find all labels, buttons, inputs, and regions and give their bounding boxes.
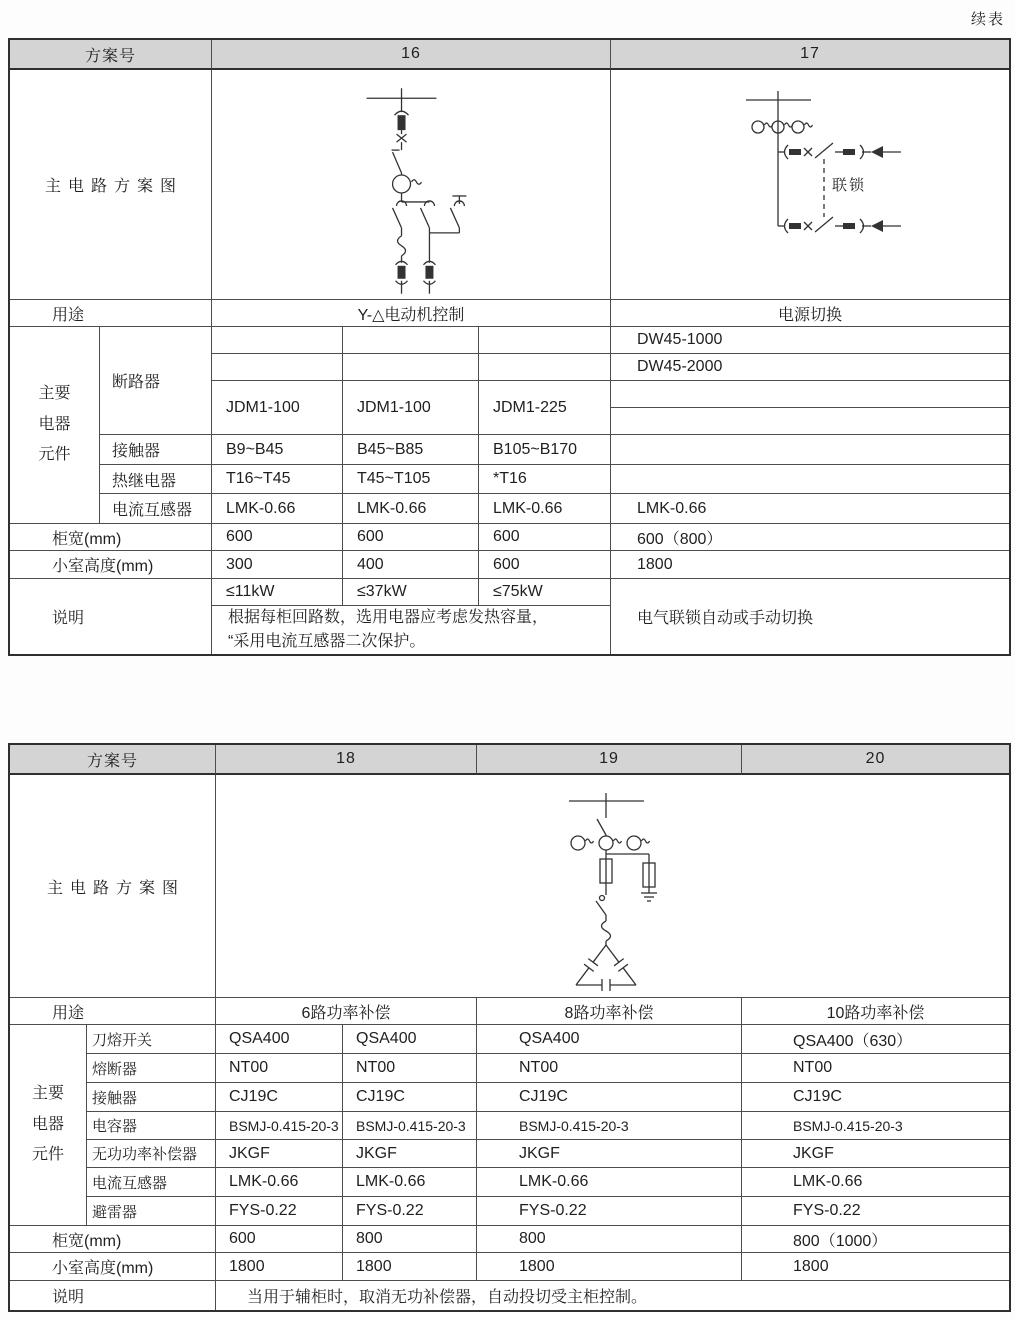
t1-note-16: [212, 606, 611, 654]
t2-usage-18: 6路功率补偿: [216, 998, 477, 1025]
t1-scheme17-diagram-cell: [611, 70, 1009, 300]
t1-scheme-no-header: 方案号: [10, 40, 212, 70]
scheme-17-circuit-diagram: [611, 70, 1009, 300]
t2-row3-v1: BSMJ-0.415-20-3: [216, 1112, 343, 1140]
t2-row1-v3: NT00: [477, 1054, 742, 1083]
t1-kw-1: ≤11kW: [212, 579, 343, 606]
t1-height-v1: 300: [212, 551, 343, 579]
t2-width-v4: 800（1000）: [742, 1226, 1009, 1253]
t2-row0-v4: QSA400（630）: [742, 1025, 1009, 1054]
t1-breaker-jdm-2: JDM1-100: [343, 381, 479, 435]
t2-row6-v1: FYS-0.22: [216, 1197, 343, 1226]
t2-width-v3: 800: [477, 1226, 742, 1253]
t2-row6-v4: FYS-0.22: [742, 1197, 1009, 1226]
t2-row1-v4: NT00: [742, 1054, 1009, 1083]
t2-height-v4: 1800: [742, 1253, 1009, 1281]
t2-row4-v2: JKGF: [343, 1140, 477, 1168]
t2-row6-v2: FYS-0.22: [343, 1197, 477, 1226]
t2-reactive-compensator-label: 无功功率补偿器: [87, 1140, 216, 1168]
empty-cell: [611, 381, 1009, 408]
interlock-label: 联锁: [832, 177, 867, 194]
t1-thermal-relay-label: 热继电器: [100, 465, 212, 494]
t1-header-scheme-17: 17: [611, 40, 1009, 70]
t1-main-circuit-diagram-label: 主电路方案图: [10, 70, 212, 300]
t2-diagram-cell: [216, 775, 1009, 998]
t1-cabinet-width-label: 柜宽(mm): [10, 524, 212, 551]
table-schemes-18-19-20: [8, 743, 1011, 1312]
t2-width-v1: 600: [216, 1226, 343, 1253]
note-line: 根据每柜回路数，选用电器应考虑发热容量，: [228, 609, 549, 626]
t2-cell-height-label: 小室高度(mm): [10, 1253, 216, 1281]
empty-cell: [212, 354, 343, 381]
t2-row2-v3: CJ19C: [477, 1083, 742, 1112]
t1-ct-label: 电流互感器: [100, 494, 212, 524]
continued-table-label: 续表: [970, 11, 1005, 28]
t1-contactor-label: 接触器: [100, 435, 212, 465]
t2-row5-v2: LMK-0.66: [343, 1168, 477, 1197]
empty-cell: [212, 327, 343, 354]
t2-knife-fuse-switch-label: 刀熔开关: [87, 1025, 216, 1054]
t2-row3-v3: BSMJ-0.415-20-3: [477, 1112, 742, 1140]
t2-row3-v2: BSMJ-0.415-20-3: [343, 1112, 477, 1140]
empty-cell: [611, 435, 1009, 465]
t1-breaker-dw45-1000: DW45-1000: [611, 327, 1009, 354]
t1-thermal-v2: T45~T105: [343, 465, 479, 494]
t2-row4-v4: JKGF: [742, 1140, 1009, 1168]
t2-height-v1: 1800: [216, 1253, 343, 1281]
t1-width-v1: 600: [212, 524, 343, 551]
t1-scheme16-diagram-cell: [212, 70, 611, 300]
t2-main-components-group-label: [10, 1025, 87, 1226]
t2-row0-v3: QSA400: [477, 1025, 742, 1054]
t1-thermal-v1: T16~T45: [212, 465, 343, 494]
t2-row1-v2: NT00: [343, 1054, 477, 1083]
t2-note: 当用于辅柜时，取消无功补偿器，自动投切受主柜控制。: [247, 1289, 648, 1306]
t1-contactor-v2: B45~B85: [343, 435, 479, 465]
t1-kw-3: ≤75kW: [479, 579, 611, 606]
t2-row5-v4: LMK-0.66: [742, 1168, 1009, 1197]
t1-kw-2: ≤37kW: [343, 579, 479, 606]
t2-row1-v1: NT00: [216, 1054, 343, 1083]
t1-ct-v2: LMK-0.66: [343, 494, 479, 524]
t1-ct-v1: LMK-0.66: [212, 494, 343, 524]
group-line: 主要: [38, 385, 71, 403]
t1-contactor-v1: B9~B45: [212, 435, 343, 465]
t1-width-v2: 600: [343, 524, 479, 551]
t1-height-v2: 400: [343, 551, 479, 579]
t2-row2-v4: CJ19C: [742, 1083, 1009, 1112]
t2-row2-v1: CJ19C: [216, 1083, 343, 1112]
t1-breaker-dw45-2000: DW45-2000: [611, 354, 1009, 381]
t1-header-scheme-16: 16: [212, 40, 611, 70]
empty-cell: [611, 465, 1009, 494]
scheme-19-circuit-diagram: [216, 775, 1009, 998]
t1-main-components-group-label: [10, 327, 100, 524]
t2-arrester-label: 避雷器: [87, 1197, 216, 1226]
t1-ct-v3: LMK-0.66: [479, 494, 611, 524]
t2-row4-v1: JKGF: [216, 1140, 343, 1168]
t2-fuse-label: 熔断器: [87, 1054, 216, 1083]
t2-width-v2: 800: [343, 1226, 477, 1253]
t2-scheme-no-header: 方案号: [10, 745, 216, 775]
t1-note-17: 电气联锁自动或手动切换: [637, 610, 814, 627]
t2-capacitor-label: 电容器: [87, 1112, 216, 1140]
t2-row2-v2: CJ19C: [343, 1083, 477, 1112]
t2-height-v3: 1800: [477, 1253, 742, 1281]
t2-row0-v2: QSA400: [343, 1025, 477, 1054]
t1-height-v4: 1800: [611, 551, 1009, 579]
group-line: 电器: [38, 415, 71, 433]
note-line: “采用电流互感器二次保护。: [228, 633, 426, 650]
t2-height-v2: 1800: [343, 1253, 477, 1281]
t2-cabinet-width-label: 柜宽(mm): [10, 1226, 216, 1253]
t2-header-scheme-20: 20: [742, 745, 1009, 775]
empty-cell: [343, 354, 479, 381]
t1-ct-v4: LMK-0.66: [611, 494, 1009, 524]
t2-header-scheme-18: 18: [216, 745, 477, 775]
group-line: 元件: [31, 1146, 64, 1164]
t1-notes-label: 说明: [10, 579, 212, 654]
t2-contactor-label: 接触器: [87, 1083, 216, 1112]
t1-height-v3: 600: [479, 551, 611, 579]
empty-cell: [479, 327, 611, 354]
t2-usage-label: 用途: [10, 998, 216, 1025]
t1-breaker-jdm-1: JDM1-100: [212, 381, 343, 435]
t1-breaker-jdm-3: JDM1-225: [479, 381, 611, 435]
empty-cell: [479, 354, 611, 381]
t2-usage-19: 8路功率补偿: [477, 998, 742, 1025]
empty-cell: [343, 327, 479, 354]
scheme-16-circuit-diagram: [212, 70, 610, 300]
t1-usage-17: 电源切换: [611, 300, 1009, 327]
t2-row5-v1: LMK-0.66: [216, 1168, 343, 1197]
t1-thermal-v3: *T16: [479, 465, 611, 494]
t2-row4-v3: JKGF: [477, 1140, 742, 1168]
group-line: 主要: [31, 1085, 64, 1103]
table-schemes-16-17: [8, 38, 1011, 656]
t2-usage-20: 10路功率补偿: [742, 998, 1009, 1025]
t2-main-circuit-diagram-label: 主电路方案图: [10, 775, 216, 998]
t1-width-v4: 600（800）: [611, 524, 1009, 551]
t1-usage-label: 用途: [10, 300, 212, 327]
t1-contactor-v3: B105~B170: [479, 435, 611, 465]
group-line: 元件: [38, 446, 71, 464]
t2-row0-v1: QSA400: [216, 1025, 343, 1054]
t2-row5-v3: LMK-0.66: [477, 1168, 742, 1197]
t2-ct-label: 电流互感器: [87, 1168, 216, 1197]
t1-breaker-label: 断路器: [100, 327, 212, 435]
t2-row3-v4: BSMJ-0.415-20-3: [742, 1112, 1009, 1140]
group-line: 电器: [31, 1115, 64, 1133]
t2-notes-label: 说明: [10, 1281, 216, 1310]
t1-cell-height-label: 小室高度(mm): [10, 551, 212, 579]
t1-width-v3: 600: [479, 524, 611, 551]
t2-header-scheme-19: 19: [477, 745, 742, 775]
t2-row6-v3: FYS-0.22: [477, 1197, 742, 1226]
empty-cell: [611, 408, 1009, 435]
t1-usage-16: Y-△电动机控制: [212, 300, 611, 327]
